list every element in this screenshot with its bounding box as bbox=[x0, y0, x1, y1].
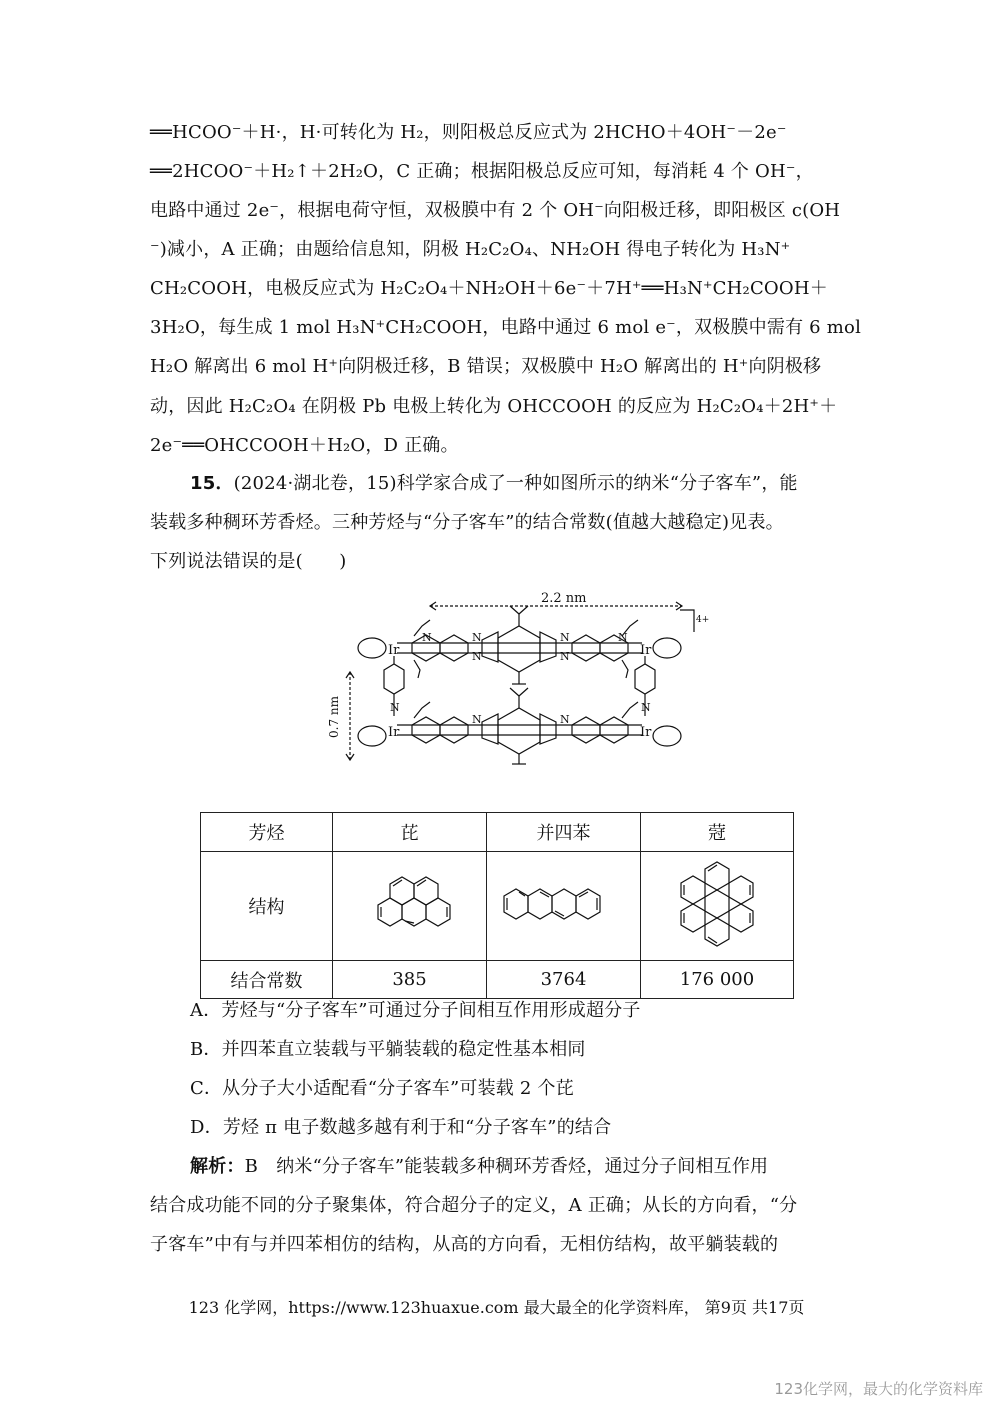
atom-n-8: N bbox=[560, 713, 570, 726]
question-line-2: 装载多种稠环芳香烃。三种芳烃与“分子客车”的结合常数(值越大越稳定)见表。 bbox=[150, 512, 784, 533]
watermark: 123化学网，最大的化学资料库 bbox=[774, 1380, 983, 1398]
atom-ir-top-left: Ir bbox=[388, 643, 400, 658]
analysis-line-3: 子客车”中有与并四苯相仿的结构，从高的方向看，无相仿结构，故平躺装载的 bbox=[150, 1234, 779, 1255]
atom-n-7: N bbox=[472, 713, 482, 726]
table-constant-row bbox=[201, 961, 794, 999]
atom-ir-bottom-right: Ir bbox=[640, 725, 652, 740]
question-line-1 bbox=[190, 469, 890, 499]
prev-answer-line-1: ══HCOO⁻＋H·，H·可转化为 H₂，则阳极总反应式为 2HCHO＋4OH⁻－2e⁻ bbox=[150, 122, 787, 143]
option-b: B．并四苯直立装载与平躺装载的稳定性基本相同 bbox=[190, 1039, 586, 1060]
option-c: C．从分子大小适配看“分子客车”可装载 2 个芘 bbox=[190, 1078, 574, 1099]
constant-label: 结合常数 bbox=[201, 961, 333, 999]
pyrene-structure bbox=[360, 864, 460, 944]
analysis-line-1 bbox=[190, 1152, 890, 1182]
atom-n-9: N bbox=[390, 701, 400, 714]
table-structure-row bbox=[201, 852, 794, 961]
tetracene-constant: 3764 bbox=[487, 961, 641, 999]
question-text-1: (2024·湖北卷，15)科学家合成了一种如图所示的纳米“分子客车”，能 bbox=[233, 473, 798, 494]
table-header-cell: 蒄 bbox=[641, 813, 794, 852]
analysis-label: 解析： bbox=[190, 1156, 245, 1177]
table-header-cell: 芘 bbox=[333, 813, 487, 852]
prev-answer-line-6: 3H₂O，每生成 1 mol H₃N⁺CH₂COOH，电路中通过 6 mol e⁻，双极膜中需有 6 mol bbox=[150, 317, 862, 338]
aromatic-table bbox=[200, 812, 794, 999]
coronene-structure-cell bbox=[641, 852, 794, 961]
atom-n-3: N bbox=[472, 650, 482, 663]
tetracene-structure-cell bbox=[487, 852, 641, 961]
charge-label: 4+ bbox=[696, 615, 710, 625]
height-label: 0.7 nm bbox=[327, 695, 341, 738]
tetracene-structure bbox=[494, 874, 634, 934]
page-footer: 123 化学网，https://www.123huaxue.com 最大最全的化学资料库， 第9页 共17页 bbox=[188, 1298, 805, 1317]
atom-ir-bottom-left: Ir bbox=[388, 725, 400, 740]
atom-n-6: N bbox=[618, 631, 628, 644]
analysis-line-2: 结合成功能不同的分子聚集体，符合超分子的定义，A 正确；从长的方向看，“分 bbox=[150, 1195, 798, 1216]
question-line-3: 下列说法错误的是( ) bbox=[150, 551, 347, 572]
option-a: A．芳烃与“分子客车”可通过分子间相互作用形成超分子 bbox=[190, 1000, 641, 1021]
prev-answer-line-3: 电路中通过 2e⁻，根据电荷守恒，双极膜中有 2 个 OH⁻向阳极迁移，即阳极区 c(OH bbox=[150, 200, 841, 221]
width-label: 2.2 nm bbox=[541, 591, 587, 606]
prev-answer-line-8: 动，因此 H₂C₂O₄ 在阴极 Pb 电极上转化为 OHCCOOH 的反应为 H₂C₂O₄＋2H⁺＋ bbox=[150, 396, 838, 417]
prev-answer-line-5: CH₂COOH，电极反应式为 H₂C₂O₄＋NH₂OH＋6e⁻＋7H⁺══H₃N⁺CH₂COOH＋ bbox=[150, 278, 828, 299]
question-number: 15． bbox=[190, 473, 234, 494]
option-d: D．芳烃 π 电子数越多越有利于和“分子客车”的结合 bbox=[190, 1117, 612, 1138]
structure-label: 结构 bbox=[201, 852, 333, 961]
molecular-bus-figure bbox=[322, 588, 717, 768]
atom-n-2: N bbox=[472, 631, 482, 644]
atom-n-1: N bbox=[422, 631, 432, 644]
table-header-cell: 芳烃 bbox=[201, 813, 333, 852]
prev-answer-line-7: H₂O 解离出 6 mol H⁺向阴极迁移，B 错误；双极膜中 H₂O 解离出的 H⁺向阴极移 bbox=[150, 356, 822, 377]
atom-ir-top-right: Ir bbox=[640, 643, 652, 658]
coronene-constant: 176 000 bbox=[641, 961, 794, 999]
table-header-cell: 并四苯 bbox=[487, 813, 641, 852]
prev-answer-line-2: ══2HCOO⁻＋H₂↑＋2H₂O，C 正确；根据阳极总反应可知，每消耗 4 个 OH⁻， bbox=[150, 161, 814, 182]
prev-answer-line-4: ⁻)减小，A 正确；由题给信息知，阴极 H₂C₂O₄、NH₂OH 得电子转化为 H₃N⁺ bbox=[150, 239, 791, 260]
pyrene-structure-cell bbox=[333, 852, 487, 961]
atom-n-4: N bbox=[560, 631, 570, 644]
coronene-structure bbox=[667, 854, 767, 954]
atom-n-10: N bbox=[641, 701, 651, 714]
pyrene-constant: 385 bbox=[333, 961, 487, 999]
table-header-row bbox=[201, 813, 794, 852]
analysis-text-1: B 纳米“分子客车”能装载多种稠环芳香烃，通过分子间相互作用 bbox=[244, 1156, 769, 1177]
atom-n-5: N bbox=[560, 650, 570, 663]
prev-answer-line-9: 2e⁻══OHCCOOH＋H₂O，D 正确。 bbox=[150, 435, 459, 456]
